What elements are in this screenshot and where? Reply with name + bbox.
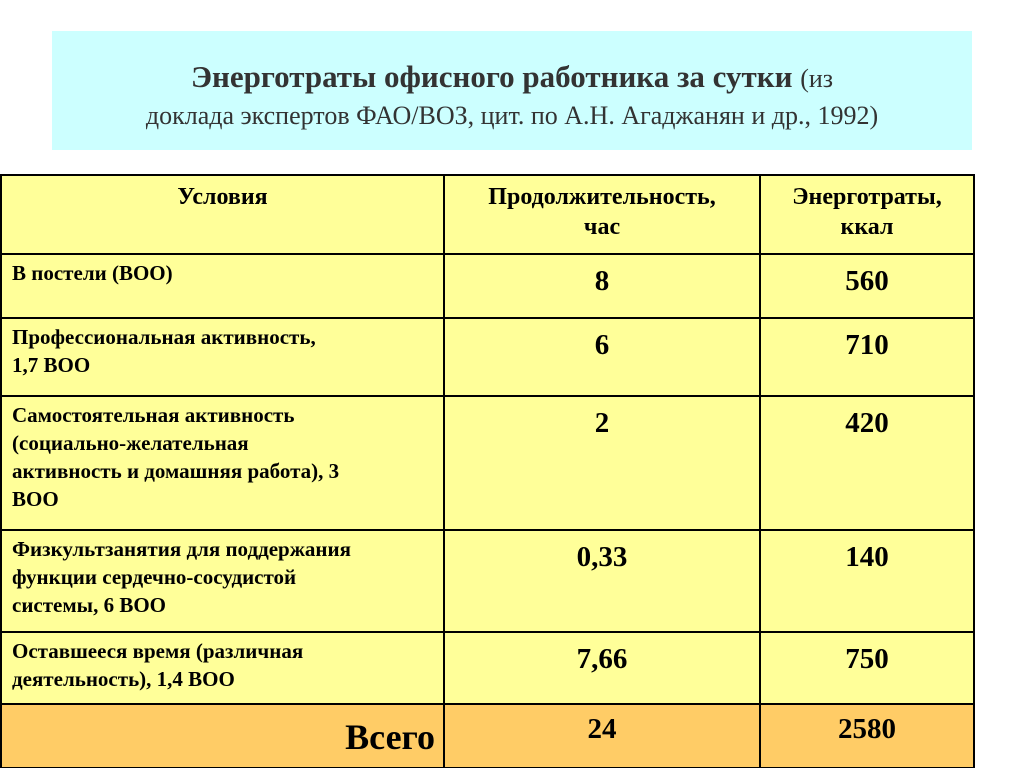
condition-line: деятельность), 1,4 ВОО (12, 667, 235, 691)
condition-line: В постели (ВОО) (12, 261, 173, 285)
total-row (1, 704, 974, 768)
total-label: Всего (1, 704, 444, 768)
header-conditions (1, 175, 444, 254)
condition-line: системы, 6 ВОО (12, 593, 167, 617)
title-line-1 (52, 57, 972, 99)
header-duration-line2: час (583, 214, 621, 240)
page-title: Энерготраты офисного работника за сутки (190, 59, 793, 94)
condition-line: Самостоятельная активность (12, 403, 295, 427)
header-duration-line1: Продолжительность, (488, 184, 716, 210)
duration-cell: 7,66 (444, 632, 760, 704)
table-header-row (1, 175, 974, 254)
table-row (1, 396, 974, 530)
header-energy-line1: Энерготраты, (792, 184, 942, 210)
header-duration (444, 175, 760, 254)
table-row (1, 254, 974, 318)
energy-cell: 560 (760, 254, 974, 318)
table-row (1, 530, 974, 632)
duration-cell: 0,33 (444, 530, 760, 632)
energy-cell: 420 (760, 396, 974, 530)
condition-line: Физкультзанятия для поддержания (12, 537, 351, 561)
energy-cell: 750 (760, 632, 974, 704)
title-source: доклада экспертов ФАО/ВОЗ, цит. по А.Н. Агаджанян и др., 1992) (145, 101, 879, 130)
condition-line: 1,7 ВОО (12, 353, 91, 377)
energy-cell: 710 (760, 318, 974, 396)
duration-cell: 2 (444, 396, 760, 530)
title-source-start: (из (800, 64, 834, 93)
table-row (1, 632, 974, 704)
condition-cell (1, 396, 444, 530)
duration-cell: 8 (444, 254, 760, 318)
condition-line: активность и домашняя работа), 3 (12, 459, 340, 483)
header-energy-line2: ккал (840, 214, 894, 240)
condition-cell (1, 632, 444, 704)
header-conditions-label: Условия (177, 184, 268, 210)
condition-cell (1, 318, 444, 396)
header-energy (760, 175, 974, 254)
total-duration: 24 (444, 704, 760, 768)
condition-cell (1, 254, 444, 318)
condition-cell (1, 530, 444, 632)
duration-cell: 6 (444, 318, 760, 396)
title-banner (52, 31, 972, 150)
condition-line: Оставшееся время (различная (12, 639, 304, 663)
condition-line: ВОО (12, 487, 59, 511)
condition-line: функции сердечно-сосудистой (12, 565, 297, 589)
table-row (1, 318, 974, 396)
energy-expenditure-table (0, 174, 975, 768)
energy-cell: 140 (760, 530, 974, 632)
condition-line: (социально-желательная (12, 431, 249, 455)
condition-line: Профессиональная активность, (12, 325, 316, 349)
total-energy: 2580 (760, 704, 974, 768)
